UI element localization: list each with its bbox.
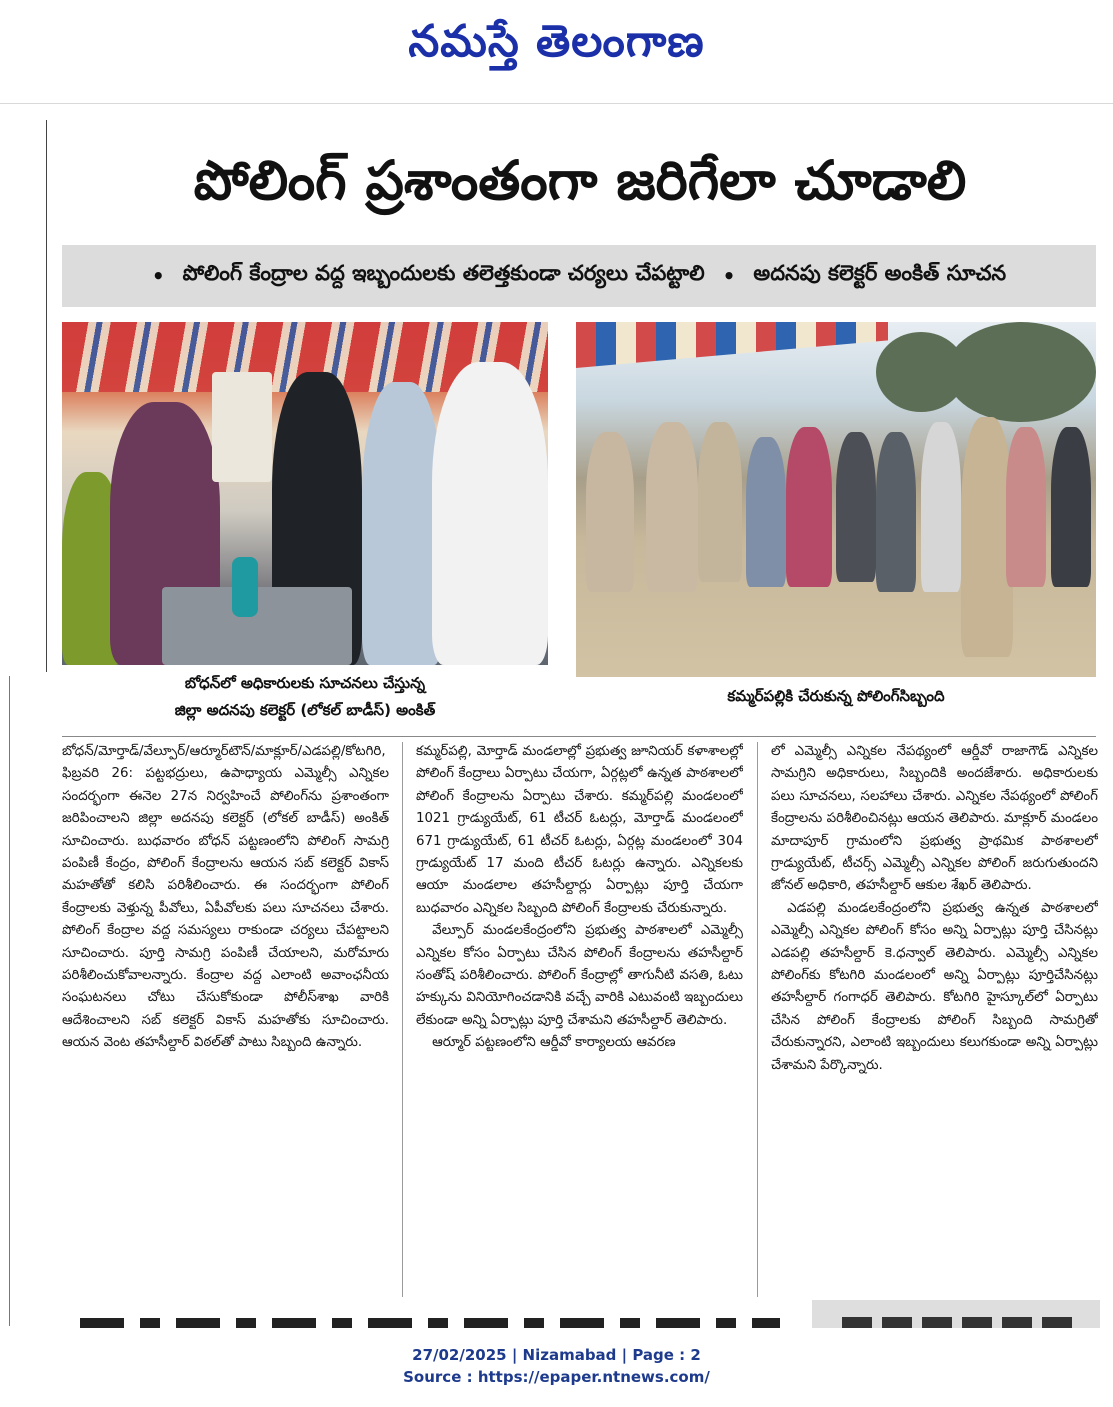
photo-officials-at-desk [62, 322, 548, 665]
article-subheadline [62, 245, 1096, 307]
newspaper-logo: నమస్తే తెలంగాణ [408, 16, 705, 67]
tent-bunting [576, 322, 888, 368]
photo-polling-staff-arriving [576, 322, 1096, 677]
person-figure [786, 427, 832, 587]
article-paragraph: బోధన్/మోర్తాడ్/వేల్పూర్/ఆర్మూర్‌టౌన్/మాక్లూర్/ఎడపల్లి/కోటగిరి, ఫిబ్రవరి 26: పట్టభద్రులు, ఉపాధ్యాయ ఎమ్మెల్సీ ఎన్నికల సందర్భంగా ఈనెల 27న నిర్వహించే పోలింగ్‌ను ప్రశాంతంగా జరిపించాలని జిల్లా అదనపు కలెక్టర్ (లోకల్ బాడీస్) అంకిత్ సూచించారు. బుధవారం బోధన్ పట్టణంలోని పోలింగ్ సామగ్రి పంపిణీ కేంద్రం, పోలింగ్ కేంద్రాలను ఆయన సబ్ కలెక్టర్ వికాస్ మహతోతో కలిసి పరిశీలించారు. ఈ సందర్భంగా పోలింగ్ కేంద్రాలకు వెళ్తున్న పీవోలు, ఏపీవోలకు పలు సూచనలు చేశారు. పోలింగ్ కేంద్రాల వద్ద సమస్యలు రాకుండా చర్యలు చేపట్టాలని సూచించారు. పూర్తి సామగ్రి పంపిణీ చేయాలని, మరోమారు పరిశీలించుకోవాలన్నారు. కేంద్రాల వద్ద ఎలాంటి అవాంఛనీయ సంఘటనలు చోటు చేసుకోకుండా పోలీస్‌శాఖ వారికి ఆదేశించాలని సబ్ కలెక్టర్ వికాస్ మహతోకు సూచించారు. ఆయన వెంట తహసీల్దార్ విఠల్‌తో పాటు సిబ్బంది ఉన్నారు. [62, 744, 389, 1051]
article-paragraph: వేల్పూర్ మండలకేంద్రంలోని ప్రభుత్వ పాఠశాలలో ఎమ్మెల్సీ ఎన్నికల కోసం ఏర్పాటు చేసిన పోలింగ్ కేంద్రాలను తహసీల్దార్ సంతోష్ పరిశీలించారు. పోలింగ్ కేంద్రాల్లో తాగునీటి వసతి, ఓటు హక్కును వినియోగించడానికి వచ్చే వారికి ఎటువంటి ఇబ్బందులు లేకుండా అన్ని ఏర్పాట్లు పూర్తి చేశామని తహసీల్దార్ తెలిపారు. [416, 923, 743, 1028]
photo2-caption: కమ్మర్‌పల్లికి చేరుకున్న పోలింగ్‌సిబ్బంది [727, 687, 945, 705]
subhead-point-2: అదనపు కలెక్టర్ అంకిత్ సూచన [753, 261, 1007, 285]
caption-line: బోధన్‌లో అధికారులకు సూచనలు చేస్తున్న [184, 674, 426, 692]
masthead [0, 0, 1113, 104]
source-link[interactable]: Source : https://epaper.ntnews.com/ [403, 1368, 710, 1386]
subhead-point-1: పోలింగ్ కేంద్రాల వద్ద ఇబ్బందులకు తలెత్తకుండా చర్యలు చేపట్టాలి [182, 261, 705, 285]
photo1-caption [62, 670, 548, 724]
column-divider [46, 120, 47, 672]
person-figure [1051, 427, 1091, 587]
article-column-2 [416, 741, 743, 1301]
article-paragraph: లో ఎమ్మెల్సీ ఎన్నికల నేపథ్యంలో ఆర్డీవో రాజాగౌడ్ ఎన్నికల సామగ్రిని అధికారులు, సిబ్బందికి అందజేశారు. అధికారులకు పలు సూచనలు, సలహాలు చేశారు. ఎన్నికల నేపథ్యంలో పోలింగ్ కేంద్రాలను పరిశీలించినట్లు ఆయన తెలిపారు. మాక్లూర్ మండలం మాదాపూర్ గ్రామంలోని ప్రభుత్వ ప్రాథమిక పాఠశాలలో గ్రాడ్యుయేట్, టీచర్స్ ఎమ్మెల్సీ ఎన్నికల పోలింగ్ జరుగుతుందని జోనల్ అధికారి, తహసీల్దార్ ఆకుల శేఖర్ తెలిపారు. [771, 744, 1098, 894]
banner-board [212, 372, 272, 482]
column-rule [757, 742, 758, 1297]
person-figure [698, 422, 742, 582]
person-figure [586, 432, 634, 592]
person-figure [362, 382, 442, 665]
person-figure [432, 362, 548, 665]
page-crop-edge [0, 1328, 1113, 1340]
caption-line: జిల్లా అదనపు కలెక్టర్ (లోకల్ బాడీస్) అంకిత్ [174, 701, 436, 719]
bullet-icon: • [722, 264, 736, 288]
person-figure [646, 422, 698, 592]
person-figure [921, 422, 961, 592]
article-paragraph: ఎడపల్లి మండలకేంద్రంలోని ప్రభుత్వ ఉన్నత పాఠశాలలో ఎమ్మెల్సీ ఎన్నికల పోలింగ్ కోసం అన్ని ఏర్పాట్లు పూర్తి చేసినట్లు ఎడపల్లి తహసీల్దార్ కె.ధన్వాల్ తెలిపారు. ఎమ్మెల్సీ ఎన్నికల పోలింగ్‌కు కోటగిరి మండలంలో అన్ని ఏర్పాట్లు పూర్తిచేసినట్లు తహసీల్దార్ గంగాధర్ తెలిపారు. కోటగిరి హైస్కూల్‌లో ఏర్పాటు చేసిన పోలింగ్ కేంద్రాలకు పోలింగ్ సిబ్బంది సామగ్రితో చేరుకున్నారని, ఎలాంటి ఇబ్బందులు కలుగకుండా అన్ని ఏర్పాట్లు చేశామని పేర్కొన్నారు. [771, 900, 1098, 1073]
water-bottle [232, 557, 258, 617]
article-paragraph: కమ్మర్‌పల్లి, మోర్తాడ్ మండలాల్లో ప్రభుత్వ జూనియర్ కళాశాలల్లో పోలింగ్ కేంద్రాలు ఏర్పాటు చేయగా, ఏర్గట్లలో ఉన్నత పాఠశాలలో పోలింగ్ కేంద్రాలను ఏర్పాటు చేశారు. కమ్మర్‌పల్లి మండలంలో 1021 గ్రాడ్యుయేట్, 61 టీచర్ ఓటర్లు, మోర్తాడ్ మండలంలో 671 గ్రాడ్యుయేట్, 61 టీచర్ ఓటర్లు, ఏర్గట్ల మండలంలో 304 గ్రాడ్యుయేట్ 17 మంది టీచర్ ఓటర్లు ఉన్నారు. ఎన్నికలకు ఆయా మండలాల తహసీల్దార్లు ఏర్పాట్లు పూర్తి చేయగా బుధవారం ఎన్నికల సిబ్బంది పోలింగ్ కేంద్రాలకు చేరుకున్నారు. [416, 744, 743, 916]
tree [946, 322, 1096, 422]
article-column-1 [62, 741, 389, 1301]
person-figure [1006, 427, 1046, 587]
next-article-box-cropped [812, 1300, 1100, 1330]
page-footer [0, 1344, 1113, 1388]
article-paragraph: ఆర్మూర్ పట్టణంలోని ఆర్డీవో కార్యాలయ ఆవరణ [432, 1035, 676, 1051]
person-figure [876, 432, 916, 592]
caption-divider [62, 736, 1096, 737]
article-column-3 [771, 741, 1098, 1301]
person-figure [836, 432, 876, 582]
edition-info: 27/02/2025 | Nizamabad | Page : 2 [412, 1346, 701, 1364]
article-headline: పోలింగ్ ప్రశాంతంగా జరిగేలా చూడాలి [193, 149, 967, 212]
adjacent-column-edge [0, 676, 10, 1326]
person-figure [746, 437, 786, 587]
column-rule [402, 742, 403, 1297]
bullet-icon: • [151, 264, 165, 288]
